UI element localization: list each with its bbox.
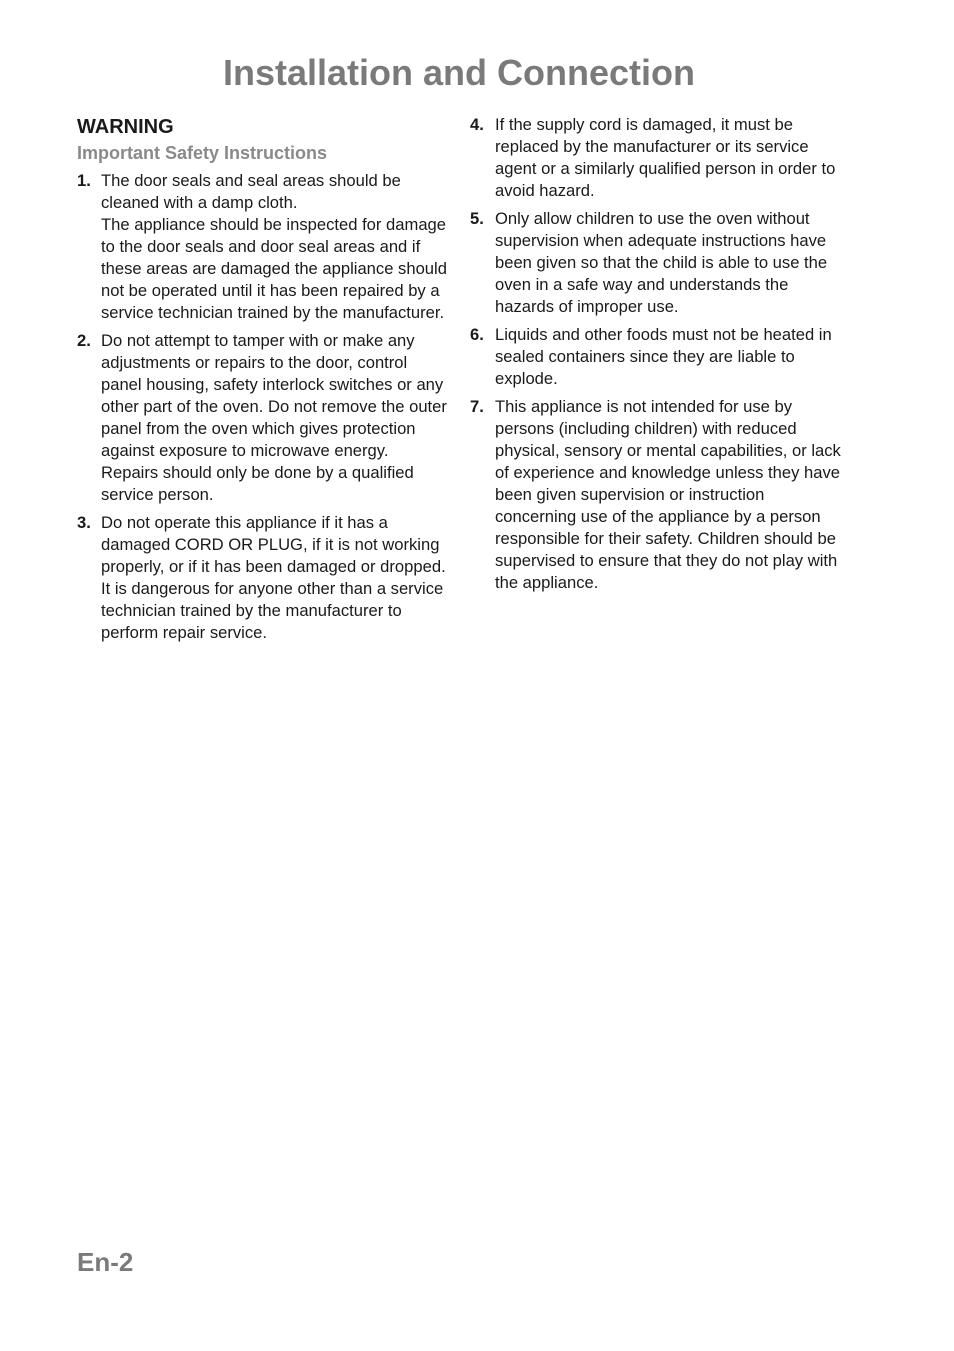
right-column [470, 114, 844, 600]
list-item [470, 324, 844, 390]
item-text: This appliance is not intended for use by persons (including children) with reduced physical, sensory or mental capabilities, or lack of experience and knowledge unless they have been given supervision or instruction concerning use of the appliance by a person responsible for their safety. Children should be supervised to ensure that they do not play with the appliance. [495, 397, 841, 592]
item-text: The door seals and seal areas should be cleaned with a damp cloth. [101, 171, 401, 212]
item-number: 1. [77, 171, 91, 190]
page-title: Installation and Connection [222, 52, 695, 93]
item-number: 2. [77, 331, 91, 350]
item-text: Do not attempt to tamper with or make any adjustments or repairs to the door, control panel housing, safety interlock switches or any other part of the oven. Do not remove the outer panel from the oven which gives protection against exposure to microwave energy. [101, 331, 447, 460]
item-text: The appliance should be inspected for damage to the door seals and door seal areas and if these areas are damaged the appliance should not be operated until it has been repaired by a service technician trained by the manufacturer. [101, 215, 447, 322]
warning-heading: WARNING [77, 116, 174, 138]
item-text: Repairs should only be done by a qualified service person. [101, 463, 414, 504]
list-item [77, 330, 449, 506]
item-text: Do not operate this appliance if it has a damaged CORD OR PLUG, if it is not working properly, or if it has been damaged or dropped. It is dangerous for anyone other than a service technician trained by the manufacturer to perform repair service. [101, 513, 446, 642]
safety-list-right [470, 114, 844, 594]
item-number: 4. [470, 115, 484, 134]
safety-list-left [77, 170, 449, 644]
list-item [470, 114, 844, 202]
list-item [470, 396, 844, 594]
safety-instructions-subheading: Important Safety Instructions [77, 143, 328, 163]
item-number: 7. [470, 397, 484, 416]
list-item [77, 512, 449, 644]
left-column [77, 114, 449, 650]
list-item [77, 170, 449, 324]
list-item [470, 208, 844, 318]
item-text: Only allow children to use the oven without supervision when adequate instructions have been given so that the child is able to use the oven in a safe way and understands the hazards of improper use. [495, 209, 828, 316]
item-number: 3. [77, 513, 91, 532]
item-text: If the supply cord is damaged, it must be replaced by the manufacturer or its service agent or a similarly qualified person in order to avoid hazard. [495, 115, 836, 200]
item-number: 5. [470, 209, 484, 228]
item-number: 6. [470, 325, 484, 344]
item-text: Liquids and other foods must not be heated in sealed containers since they are liable to explode. [495, 325, 832, 388]
page-number: En-2 [77, 1247, 134, 1277]
